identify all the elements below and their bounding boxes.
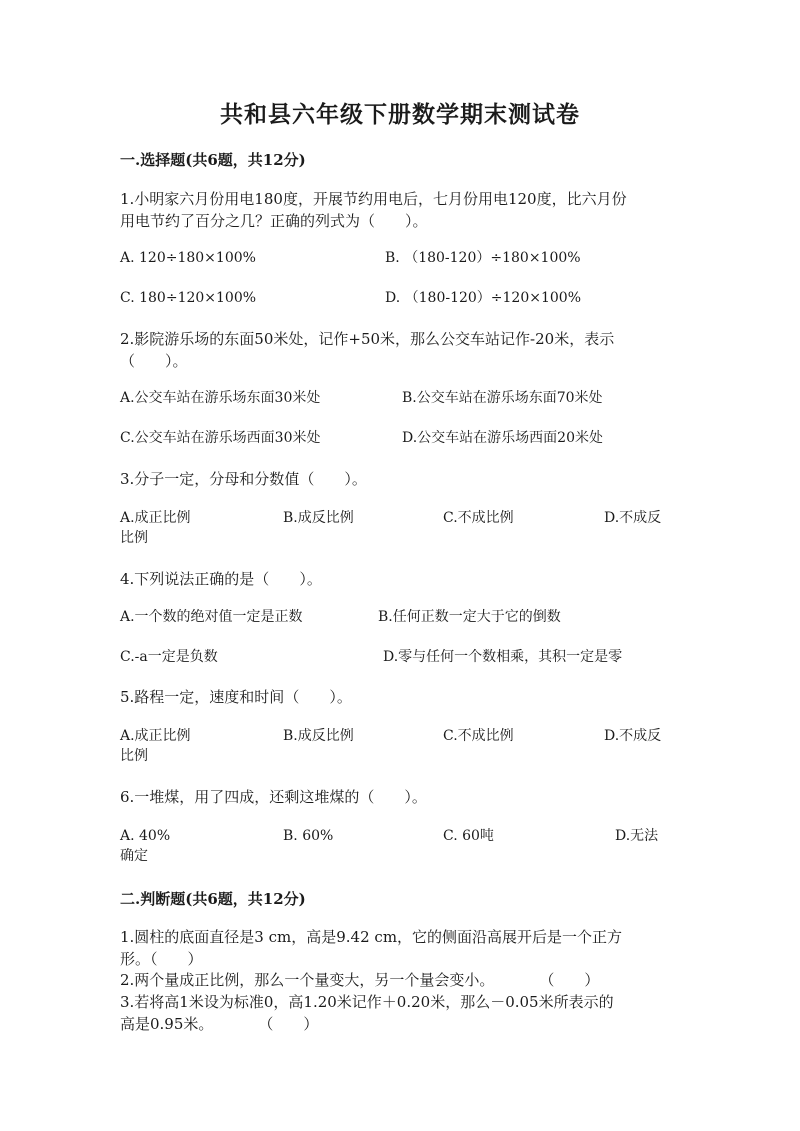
question-6-option-a[interactable]: A. 40% — [120, 828, 171, 844]
question-1-option-c[interactable]: C. 180÷120×100% — [120, 290, 257, 306]
question-1-line-1: 1.小明家六月份用电180度，开展节约用电后，七月份用电120度，比六月份 — [120, 190, 627, 208]
exam-title: 共和县六年级下册数学期末测试卷 — [220, 101, 580, 128]
judgement-1 — [120, 926, 672, 970]
question-4-option-c[interactable]: C.-a一定是负数 — [120, 649, 218, 665]
question-3-option-a[interactable]: A.成正比例 — [120, 510, 191, 526]
question-4-option-b[interactable]: B.任何正数一定大于它的倒数 — [378, 609, 561, 625]
question-5-option-c[interactable]: C.不成比例 — [443, 728, 514, 744]
question-2-line-2: （ ）。 — [120, 352, 188, 370]
question-5-option-d-wrap: 比例 — [120, 748, 148, 764]
question-5-option-d[interactable]: D.不成反 — [604, 728, 662, 744]
question-1-option-b[interactable]: B. （180-120）÷180×100% — [385, 250, 581, 266]
judgement-2 — [120, 969, 672, 991]
question-1-option-a[interactable]: A. 120÷180×100% — [120, 250, 256, 266]
question-3-option-d[interactable]: D.不成反 — [604, 510, 662, 526]
question-1-option-d[interactable]: D. （180-120）÷120×100% — [385, 290, 582, 306]
question-2-option-d[interactable]: D.公交车站在游乐场西面20米处 — [402, 430, 603, 446]
question-6-option-c[interactable]: C. 60吨 — [443, 828, 494, 844]
section-heading-choice: 一.选择题(共6题，共12分) — [120, 151, 306, 169]
judgement-1-line-2: 形。（ ） — [120, 950, 203, 968]
question-2-stem — [120, 328, 672, 372]
question-6-option-d[interactable]: D.无法 — [615, 828, 659, 844]
question-5-option-a[interactable]: A.成正比例 — [120, 728, 191, 744]
judgement-1-line-1: 1.圆柱的底面直径是3 cm，高是9.42 cm，它的侧面沿高展开后是一个正方 — [120, 928, 623, 946]
question-2-option-b[interactable]: B.公交车站在游乐场东面70米处 — [402, 390, 603, 406]
question-3-option-b[interactable]: B.成反比例 — [283, 510, 354, 526]
question-3-stem: 3.分子一定，分母和分数值（ ）。 — [120, 470, 367, 488]
question-1-stem — [120, 188, 672, 232]
judgement-3-line-1: 3.若将高1米设为标准0，高1.20米记作＋0.20米，那么－0.05米所表示的 — [120, 993, 614, 1011]
question-2-option-c[interactable]: C.公交车站在游乐场西面30米处 — [120, 430, 321, 446]
question-6-stem: 6.一堆煤，用了四成，还剩这堆煤的（ ）。 — [120, 788, 427, 806]
question-4-option-d[interactable]: D.零与任何一个数相乘，其积一定是零 — [383, 649, 623, 665]
question-2-option-a[interactable]: A.公交车站在游乐场东面30米处 — [120, 390, 321, 406]
question-6-option-d-wrap: 确定 — [120, 848, 148, 864]
question-2-line-1: 2.影院游乐场的东面50米处，记作+50米，那么公交车站记作-20米，表示 — [120, 330, 615, 348]
question-1-line-2: 用电节约了百分之几？正确的列式为（ ）。 — [120, 212, 428, 230]
question-5-option-b[interactable]: B.成反比例 — [283, 728, 354, 744]
question-4-stem: 4.下列说法正确的是（ ）。 — [120, 570, 322, 588]
judgement-3 — [120, 991, 672, 1035]
question-5-stem: 5.路程一定，速度和时间（ ）。 — [120, 688, 352, 706]
section-heading-judgement: 二.判断题(共6题，共12分) — [120, 890, 306, 908]
judgement-2-line-1: 2.两个量成正比例，那么一个量变大，另一个量会变小。 （ ） — [120, 971, 600, 989]
question-6-option-b[interactable]: B. 60% — [283, 828, 334, 844]
judgement-3-line-2: 高是0.95米。 （ ） — [120, 1015, 319, 1033]
question-4-option-a[interactable]: A.一个数的绝对值一定是正数 — [120, 609, 303, 625]
question-3-option-d-wrap: 比例 — [120, 530, 148, 546]
question-3-option-c[interactable]: C.不成比例 — [443, 510, 514, 526]
